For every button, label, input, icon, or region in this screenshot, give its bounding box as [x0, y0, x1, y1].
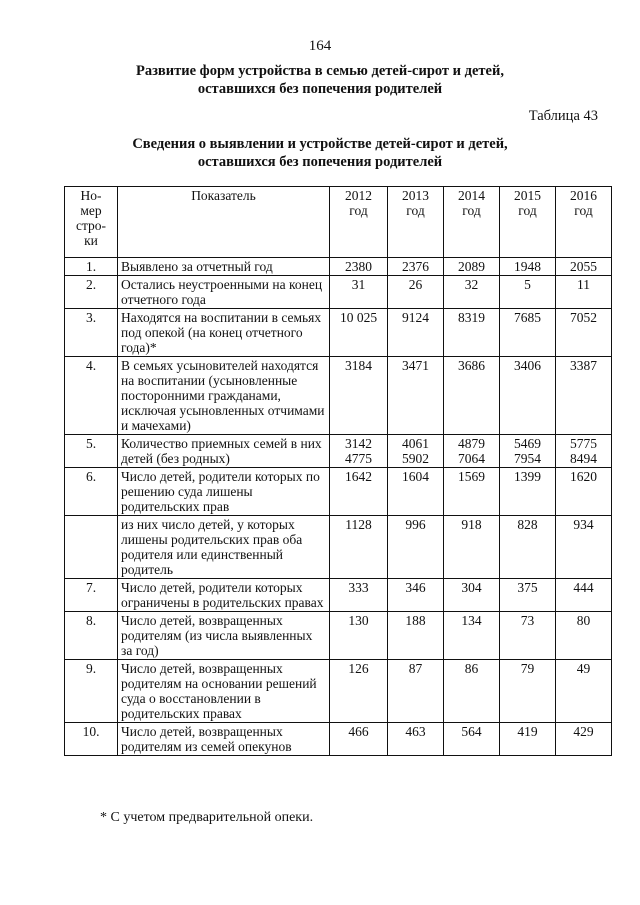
value-cell: 126	[330, 660, 388, 723]
value-cell: 1604	[388, 468, 444, 516]
value-cell: 188	[388, 612, 444, 660]
value-cell: 5	[500, 276, 556, 309]
table-row	[65, 258, 612, 276]
table-row	[65, 309, 612, 357]
page-number: 164	[308, 38, 332, 54]
row-number: 6.	[65, 468, 118, 516]
value-cell: 3406	[500, 357, 556, 435]
table-row	[65, 468, 612, 516]
row-number: 9.	[65, 660, 118, 723]
value-cell: 934	[556, 516, 612, 579]
indicator-label: Выявлено за отчетный год	[118, 258, 330, 276]
table-number: Таблица 43	[528, 108, 598, 124]
value-cell: 3387	[556, 357, 612, 435]
table-header-row	[65, 187, 612, 258]
data-table	[64, 186, 612, 756]
value-cell: 87	[388, 660, 444, 723]
value-cell: 3184	[330, 357, 388, 435]
value-cell: 1948	[500, 258, 556, 276]
value-cell: 444	[556, 579, 612, 612]
indicator-label: Остались неустроенными на конец отчетного года	[118, 276, 330, 309]
value-cell: 419	[500, 723, 556, 756]
row-number: 7.	[65, 579, 118, 612]
value-cell: 996	[388, 516, 444, 579]
row-number: 4.	[65, 357, 118, 435]
header-year: 2016 год	[556, 187, 612, 258]
table-row	[65, 276, 612, 309]
value-cell: 4061 5902	[388, 435, 444, 468]
value-cell: 1399	[500, 468, 556, 516]
indicator-label: Количество приемных семей в них детей (без родных)	[118, 435, 330, 468]
header-year: 2012 год	[330, 187, 388, 258]
row-number: 5.	[65, 435, 118, 468]
indicator-label: из них число детей, у которых лишены родительских прав оба родителя или единственный родитель	[118, 516, 330, 579]
row-number: 10.	[65, 723, 118, 756]
value-cell: 2055	[556, 258, 612, 276]
value-cell: 466	[330, 723, 388, 756]
value-cell: 564	[444, 723, 500, 756]
value-cell: 10 025	[330, 309, 388, 357]
value-cell: 80	[556, 612, 612, 660]
table-row	[65, 612, 612, 660]
header-row-number: Но- мер стро- ки	[65, 187, 118, 258]
value-cell: 375	[500, 579, 556, 612]
indicator-label: Число детей, возвращенных родителям на основании решений суда о восстановлении в родительских правах	[118, 660, 330, 723]
table-row	[65, 516, 612, 579]
header-year: 2014 год	[444, 187, 500, 258]
value-cell: 1642	[330, 468, 388, 516]
table-row	[65, 357, 612, 435]
value-cell: 333	[330, 579, 388, 612]
value-cell: 463	[388, 723, 444, 756]
value-cell: 2089	[444, 258, 500, 276]
footnote: * С учетом предварительной опеки.	[100, 810, 314, 825]
value-cell: 32	[444, 276, 500, 309]
value-cell: 31	[330, 276, 388, 309]
indicator-label: Число детей, родители которых по решению суда лишены родительских прав	[118, 468, 330, 516]
value-cell: 73	[500, 612, 556, 660]
value-cell: 26	[388, 276, 444, 309]
header-indicator: Показатель	[118, 187, 330, 258]
value-cell: 3142 4775	[330, 435, 388, 468]
value-cell: 3686	[444, 357, 500, 435]
value-cell: 5775 8494	[556, 435, 612, 468]
value-cell: 2376	[388, 258, 444, 276]
table-row	[65, 723, 612, 756]
row-number: 8.	[65, 612, 118, 660]
value-cell: 11	[556, 276, 612, 309]
value-cell: 9124	[388, 309, 444, 357]
section-title	[0, 62, 640, 98]
row-number: 3.	[65, 309, 118, 357]
row-number: 2.	[65, 276, 118, 309]
value-cell: 304	[444, 579, 500, 612]
header-year: 2015 год	[500, 187, 556, 258]
value-cell: 130	[330, 612, 388, 660]
indicator-label: Число детей, возвращенных родителям из семей опекунов	[118, 723, 330, 756]
indicator-label: Число детей, возвращенных родителям (из числа выявленных за год)	[118, 612, 330, 660]
value-cell: 1620	[556, 468, 612, 516]
value-cell: 346	[388, 579, 444, 612]
value-cell: 8319	[444, 309, 500, 357]
indicator-label: Число детей, родители которых ограничены в родительских правах	[118, 579, 330, 612]
row-number	[65, 516, 118, 579]
value-cell: 918	[444, 516, 500, 579]
table-title-line: Сведения о выявлении и устройстве детей-сирот и детей,	[132, 136, 508, 152]
value-cell: 1128	[330, 516, 388, 579]
table-row	[65, 579, 612, 612]
table-row	[65, 435, 612, 468]
value-cell: 86	[444, 660, 500, 723]
value-cell: 828	[500, 516, 556, 579]
row-number: 1.	[65, 258, 118, 276]
value-cell: 7685	[500, 309, 556, 357]
value-cell: 134	[444, 612, 500, 660]
section-title-line: оставшихся без попечения родителей	[197, 81, 443, 97]
indicator-label: Находятся на воспитании в семьях под опекой (на конец отчетного года)*	[118, 309, 330, 357]
value-cell: 5469 7954	[500, 435, 556, 468]
value-cell: 4879 7064	[444, 435, 500, 468]
value-cell: 7052	[556, 309, 612, 357]
table-title-line: оставшихся без попечения родителей	[197, 154, 443, 170]
indicator-label: В семьях усыновителей находятся на воспитании (усыновленные посторонними гражданами, исключая усыновленных отчимами и мачехами)	[118, 357, 330, 435]
table-title	[0, 135, 640, 171]
value-cell: 49	[556, 660, 612, 723]
value-cell: 1569	[444, 468, 500, 516]
value-cell: 79	[500, 660, 556, 723]
value-cell: 2380	[330, 258, 388, 276]
header-year: 2013 год	[388, 187, 444, 258]
section-title-line: Развитие форм устройства в семью детей-сирот и детей,	[136, 63, 504, 79]
value-cell: 429	[556, 723, 612, 756]
table-row	[65, 660, 612, 723]
value-cell: 3471	[388, 357, 444, 435]
